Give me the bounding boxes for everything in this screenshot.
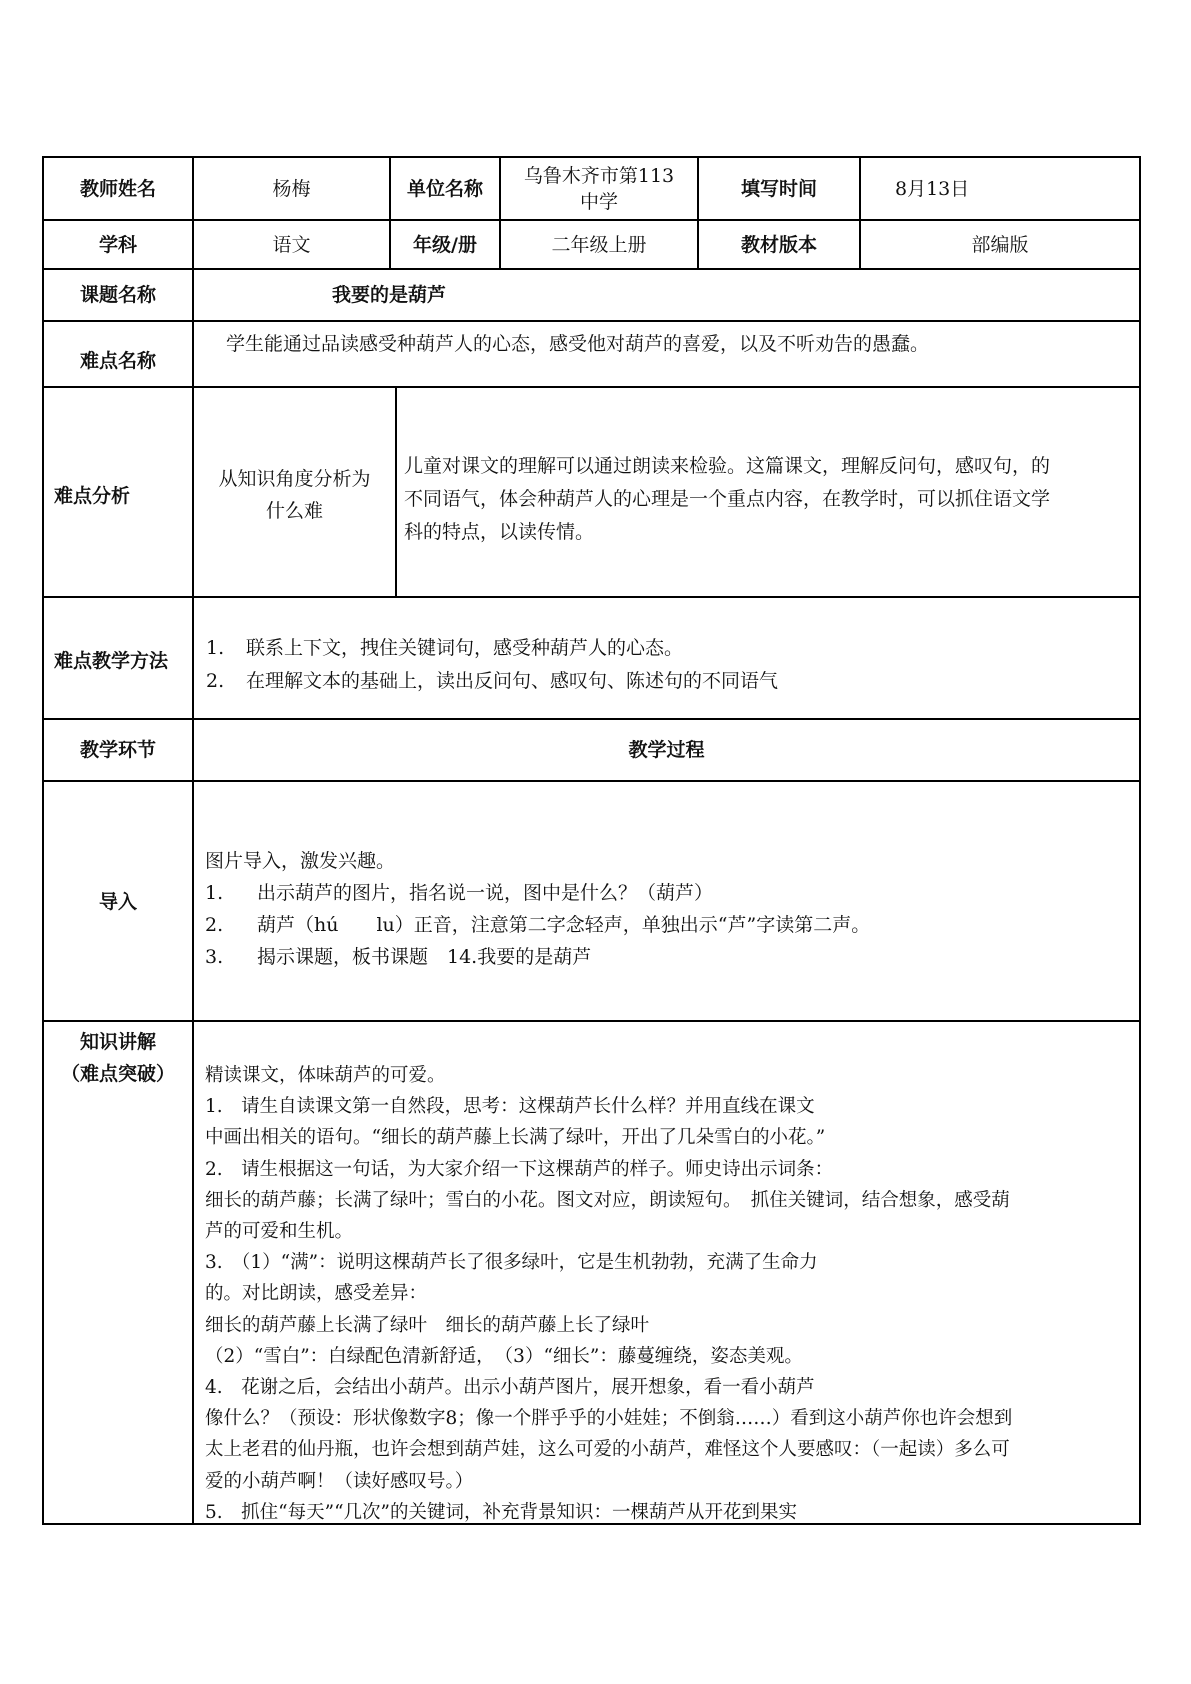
topic-label: 课题名称 (79, 284, 156, 306)
list-text: 揭示课题，板书课题 14.我要的是葫芦 (257, 946, 592, 968)
list-text: 联系上下文，拽住关键词句，感受种葫芦人的心态。 (246, 637, 684, 659)
list-number: 2. (206, 670, 225, 692)
table-border (395, 386, 397, 598)
list-item (205, 909, 1136, 941)
knowledge-line: 2. 请生根据这一句话，为大家介绍一下这棵葫芦的样子。师史诗出示词条： (205, 1158, 834, 1180)
knowledge-line: 爱的小葫芦啊！（读好感叹号。） (205, 1470, 474, 1492)
analysis-sub-label (194, 460, 395, 530)
analysis-line: 儿童对课文的理解可以通过朗读来检验。这篇课文，理解反问句，感叹句，的 (404, 455, 1051, 477)
knowledge-line: 5. 抓住“每天”“几次”的关键词，补充背景知识：一棵葫芦从开花到果实 (205, 1501, 797, 1523)
textbook-label: 教材版本 (740, 233, 817, 256)
table-border (42, 780, 1141, 782)
knowledge-line: 中画出相关的语句。“细长的葫芦藤上长满了绿叶，开出了几朵雪白的小花。” (205, 1127, 826, 1149)
topic-value: 我要的是葫芦 (332, 284, 447, 306)
teacher-name: 杨梅 (272, 177, 311, 200)
list-text: 在理解文本的基础上，读出反问句、感叹句、陈述句的不同语气 (246, 670, 779, 692)
table-border (42, 1020, 1141, 1022)
knowledge-label-line2: （难点突破） (60, 1063, 175, 1085)
method-label: 难点教学方法 (54, 650, 169, 672)
list-item (206, 665, 1136, 698)
table-border (42, 386, 1141, 388)
list-text: 葫芦（hú lu）正音，注意第二字念轻声，单独出示“芦”字读第二声。 (257, 914, 871, 936)
difficulty-label: 难点名称 (79, 350, 156, 372)
process-stage-label: 教学环节 (79, 739, 156, 761)
list-item (206, 632, 1136, 665)
knowledge-content (205, 1060, 1136, 1528)
list-item (205, 877, 1136, 909)
analysis-label: 难点分析 (54, 485, 131, 507)
knowledge-line: 的。对比朗读，感受差异： (205, 1283, 428, 1305)
intro-lead: 图片导入，激发兴趣。 (205, 850, 396, 872)
knowledge-line: 细长的葫芦藤上长满了绿叶 细长的葫芦藤上长了绿叶 (205, 1314, 650, 1336)
knowledge-label-line1: 知识讲解 (79, 1031, 156, 1053)
unit-name-line2: 中学 (579, 190, 618, 213)
subject-label: 学科 (98, 233, 137, 256)
list-number: 2. (205, 914, 224, 936)
grade-label: 年级/册 (413, 233, 477, 256)
fill-time-label: 填写时间 (740, 177, 817, 200)
difficulty-value: 学生能通过品读感受种葫芦人的心态，感受他对葫芦的喜爱，以及不听劝告的愚蠢。 (226, 333, 930, 355)
list-item (205, 941, 1136, 973)
knowledge-line: 4. 花谢之后，会结出小葫芦。出示小葫芦图片，展开想象，看一看小葫芦 (205, 1377, 815, 1399)
knowledge-label (44, 1026, 192, 1090)
list-number: 1. (205, 882, 224, 904)
process-title: 教学过程 (628, 739, 705, 761)
unit-label: 单位名称 (406, 177, 483, 200)
fill-time: 8月13日 (895, 177, 970, 200)
list-number: 3. (205, 946, 224, 968)
analysis-text (404, 450, 1136, 549)
list-number: 1. (206, 637, 225, 659)
method-list (206, 632, 1136, 698)
analysis-sub-label-line1: 从知识角度分析为 (218, 468, 371, 490)
analysis-line: 不同语气，体会种葫芦人的心理是一个重点内容，在教学时，可以抓住语文学 (404, 488, 1051, 510)
unit-name-line1: 乌鲁木齐市第113 (523, 164, 675, 187)
knowledge-line: 芦的可爱和生机。 (205, 1221, 354, 1243)
knowledge-line: 精读课文，体味葫芦的可爱。 (205, 1065, 446, 1086)
knowledge-line: （2）“雪白”：白绿配色清新舒适， （3）“细长”：藤蔓缠绕，姿态美观。 (205, 1345, 803, 1367)
analysis-line: 科的特点，以读传情。 (404, 521, 595, 543)
table-border (1139, 156, 1141, 1525)
knowledge-line: 像什么？（预设：形状像数字8；像一个胖乎乎的小娃娃；不倒翁……）看到这小葫芦你也许会想到 (205, 1408, 1013, 1430)
textbook-value: 部编版 (971, 233, 1029, 256)
subject-value: 语文 (272, 233, 311, 256)
analysis-sub-label-line2: 什么难 (265, 500, 323, 522)
table-border (192, 156, 194, 1525)
list-text: 出示葫芦的图片，指名说一说，图中是什么？（葫芦） (257, 882, 714, 904)
unit-name (501, 158, 697, 219)
teacher-label: 教师姓名 (79, 177, 156, 200)
knowledge-line: 3. （1）“满”：说明这棵葫芦长了很多绿叶，它是生机勃勃，充满了生命力 (205, 1252, 818, 1274)
table-border (42, 320, 1141, 322)
knowledge-line: 太上老君的仙丹瓶，也许会想到葫芦娃，这么可爱的小葫芦，难怪这个人要感叹：（一起读）多么可 (205, 1439, 1010, 1461)
intro-label: 导入 (98, 891, 137, 913)
knowledge-line: 细长的葫芦藤；长满了绿叶；雪白的小花。图文对应，朗读短句。 抓住关键词，结合想象，感受葫 (205, 1189, 1010, 1211)
knowledge-line: 1. 请生自读课文第一自然段，思考：这棵葫芦长什么样？并用直线在课文 (205, 1096, 815, 1118)
table-border (42, 596, 1141, 598)
grade-value: 二年级上册 (551, 233, 647, 256)
intro-content (205, 845, 1136, 973)
